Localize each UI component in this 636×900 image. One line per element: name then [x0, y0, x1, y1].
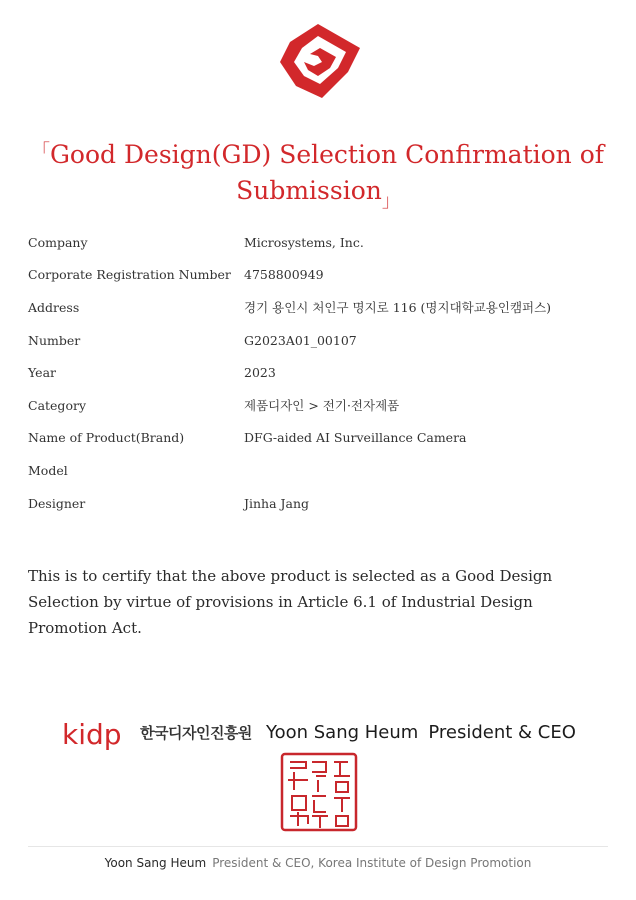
field-label: Corporate Registration Number [28, 267, 231, 283]
details-list [28, 226, 608, 519]
field-value: 2023 [244, 365, 276, 381]
field-label: Address [28, 299, 80, 315]
field-row-category [28, 389, 608, 422]
ceo-signature [266, 722, 576, 743]
field-row-registration-number [28, 259, 608, 292]
field-row-designer [28, 487, 608, 520]
field-value: Jinha Jang [244, 495, 310, 511]
field-value: 경기 용인시 처인구 명지로 116 (명지대학교용인캠퍼스) [244, 300, 552, 316]
field-label: Company [28, 234, 88, 250]
ceo-title: President & CEO [428, 722, 576, 743]
title-open-bracket: 「 [31, 141, 50, 162]
footer [0, 856, 636, 870]
certification-statement: This is to certify that the above product is selected as a Good Design Selection by virtue of provisions in Article 6.1 of Industrial Design Promotion Act. [28, 567, 553, 637]
kidp-logo-icon [62, 716, 134, 754]
field-label: Number [28, 332, 81, 348]
title-close-bracket: 」 [381, 191, 400, 212]
field-row-number [28, 324, 608, 357]
field-value: 제품디자인 > 전기·전자제품 [244, 398, 400, 414]
document-title [30, 134, 606, 220]
field-value: 4758800949 [244, 267, 324, 283]
ceo-name: Yoon Sang Heum [266, 722, 419, 743]
org-name-korean: 한국디자인진흥원 [140, 724, 252, 742]
good-design-logo-icon [274, 22, 362, 100]
field-value: DFG-aided AI Surveillance Camera [244, 430, 467, 446]
field-row-address [28, 291, 608, 324]
footer-title: President & CEO, Korea Institute of Design Promotion [212, 856, 532, 870]
field-value: Microsystems, Inc. [244, 234, 364, 250]
field-row-company [28, 226, 608, 259]
field-value: G2023A01_00107 [244, 332, 357, 348]
field-label: Year [28, 365, 56, 381]
footer-divider [28, 846, 608, 847]
official-seal-icon [280, 752, 358, 832]
field-label: Designer [28, 495, 86, 511]
kidp-logo-text: kidp [62, 718, 122, 751]
field-label: Model [28, 462, 68, 478]
field-label: Category [28, 397, 87, 413]
title-text: Good Design(GD) Selection Confirmation of Submission [49, 140, 605, 205]
field-row-year [28, 356, 608, 389]
field-row-model [28, 454, 608, 487]
field-label: Name of Product(Brand) [28, 430, 185, 446]
field-row-product-name [28, 422, 608, 455]
footer-name: Yoon Sang Heum [104, 856, 207, 870]
